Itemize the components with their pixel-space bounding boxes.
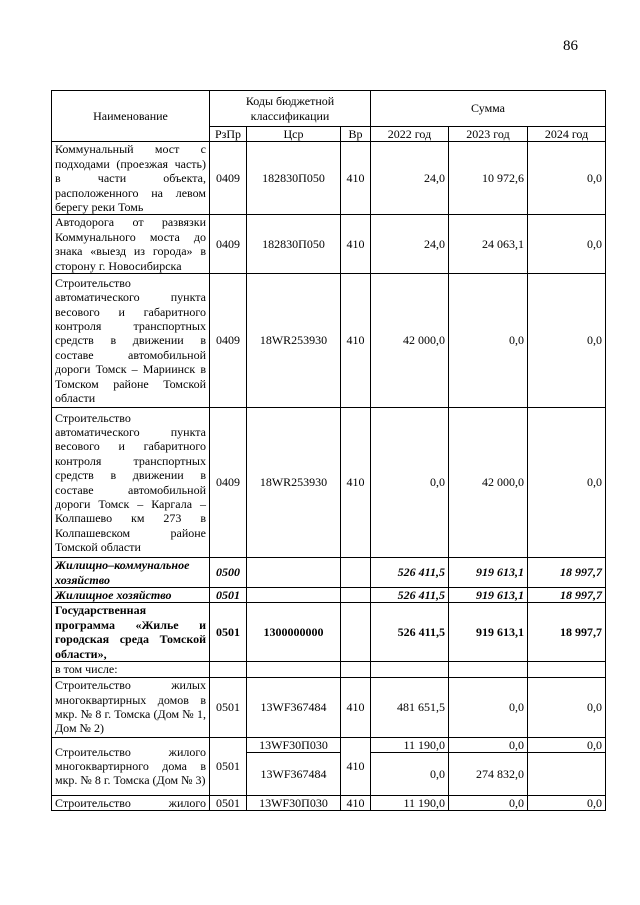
- row-2023: 0,0: [449, 795, 528, 810]
- row-2022: 481 651,5: [371, 677, 449, 737]
- row-rzpr: 0501: [210, 603, 247, 662]
- row-2022: 0,0: [371, 752, 449, 795]
- row-vr: 410: [341, 142, 371, 215]
- table-row: [52, 795, 606, 810]
- table-row: [52, 677, 606, 737]
- row-rzpr: 0409: [210, 274, 247, 408]
- row-2022: 526 411,5: [371, 588, 449, 603]
- row-vr: 410: [341, 274, 371, 408]
- row-name: Автодорога от развязки Коммунального моста до знака «выезд из города» в сторону г. Новосибирска: [52, 215, 210, 274]
- row-vr: 410: [341, 737, 371, 795]
- header-vr: Вр: [341, 127, 371, 142]
- row-csr: 13WF30П030: [247, 737, 341, 752]
- row-rzpr: 0501: [210, 795, 247, 810]
- row-rzpr: 0409: [210, 408, 247, 558]
- row-csr: 18WR253930: [247, 274, 341, 408]
- header-name: Наименование: [52, 91, 210, 142]
- row-vr: 410: [341, 677, 371, 737]
- row-2022: 24,0: [371, 142, 449, 215]
- row-2024: 18 997,7: [528, 603, 606, 662]
- row-2024: 0,0: [528, 737, 606, 752]
- row-2024: 0,0: [528, 795, 606, 810]
- row-2023: 24 063,1: [449, 215, 528, 274]
- row-vr: 410: [341, 408, 371, 558]
- row-name: Жилищно–коммунальное хозяйство: [52, 558, 210, 588]
- row-2023: 274 832,0: [449, 752, 528, 795]
- row-vr: 410: [341, 795, 371, 810]
- row-rzpr: 0409: [210, 215, 247, 274]
- row-vr: [341, 603, 371, 662]
- row-rzpr: 0409: [210, 142, 247, 215]
- row-2024: [528, 752, 606, 795]
- row-csr: 182830П050: [247, 142, 341, 215]
- header-rzpr: РзПр: [210, 127, 247, 142]
- row-2022: 526 411,5: [371, 558, 449, 588]
- row-vr: [341, 588, 371, 603]
- table-row: [52, 603, 606, 662]
- row-rzpr: 0500: [210, 558, 247, 588]
- row-name: Строительство жилого: [52, 795, 210, 810]
- row-name: Строительство жилого многоквартирного дома в мкр. № 8 г. Томска (Дом № 3): [52, 737, 210, 795]
- row-name: Строительство автоматического пункта весового и габаритного контроля транспортных средств в движении в составе автомобильной дороги Томск – Каргала – Колпашево км 273 в Колпашевском районе Томской области: [52, 408, 210, 558]
- row-2022: 526 411,5: [371, 603, 449, 662]
- row-csr: [247, 588, 341, 603]
- row-vr: [341, 558, 371, 588]
- row-2023: 0,0: [449, 677, 528, 737]
- table-row: [52, 215, 606, 274]
- row-2023: 0,0: [449, 274, 528, 408]
- row-2024: 0,0: [528, 677, 606, 737]
- header-2024: 2024 год: [528, 127, 606, 142]
- row-rzpr: 0501: [210, 677, 247, 737]
- table-row: [52, 737, 606, 752]
- row-vr: 410: [341, 215, 371, 274]
- row-name: Строительство жилых многоквартирных домов в мкр. № 8 г. Томска (Дом № 1, Дом № 2): [52, 677, 210, 737]
- budget-table: [51, 90, 606, 811]
- row-2024: 0,0: [528, 142, 606, 215]
- header-csr: Цср: [247, 127, 341, 142]
- table-row: [52, 142, 606, 215]
- row-2023: 10 972,6: [449, 142, 528, 215]
- header-codes: Коды бюджетной классификации: [210, 91, 371, 127]
- row-2023: 919 613,1: [449, 558, 528, 588]
- row-name: в том числе:: [52, 662, 210, 677]
- header-2022: 2022 год: [371, 127, 449, 142]
- row-rzpr: 0501: [210, 588, 247, 603]
- row-2024: 0,0: [528, 274, 606, 408]
- row-csr: [247, 558, 341, 588]
- table-row: [52, 588, 606, 603]
- page-number: 86: [563, 38, 578, 54]
- row-2024: 18 997,7: [528, 588, 606, 603]
- row-2023: 919 613,1: [449, 588, 528, 603]
- row-2022: 0,0: [371, 408, 449, 558]
- row-2022: 42 000,0: [371, 274, 449, 408]
- header-2023: 2023 год: [449, 127, 528, 142]
- row-csr: 13WF30П030: [247, 795, 341, 810]
- row-2023: 0,0: [449, 737, 528, 752]
- row-2022: 11 190,0: [371, 737, 449, 752]
- row-csr: 13WF367484: [247, 677, 341, 737]
- table-row: [52, 408, 606, 558]
- row-2022: 24,0: [371, 215, 449, 274]
- header-sum: Сумма: [371, 91, 606, 127]
- row-2023: 42 000,0: [449, 408, 528, 558]
- row-name: Строительство автоматического пункта весового и габаритного контроля транспортных средств в движении в составе автомобильной дороги Томск – Мариинск в Томском районе Томской области: [52, 274, 210, 408]
- row-2024: 0,0: [528, 215, 606, 274]
- table-row: [52, 558, 606, 588]
- row-csr: 1300000000: [247, 603, 341, 662]
- row-2023: 919 613,1: [449, 603, 528, 662]
- row-csr: 18WR253930: [247, 408, 341, 558]
- row-2024: 0,0: [528, 408, 606, 558]
- row-name: Жилищное хозяйство: [52, 588, 210, 603]
- row-2024: 18 997,7: [528, 558, 606, 588]
- row-csr: 13WF367484: [247, 752, 341, 795]
- table-row: [52, 662, 606, 677]
- row-rzpr: 0501: [210, 737, 247, 795]
- row-name: Коммунальный мост с подходами (проезжая часть) в части объекта, расположенного на левом берегу реки Томь: [52, 142, 210, 215]
- table-row: [52, 274, 606, 408]
- row-2022: 11 190,0: [371, 795, 449, 810]
- row-name: Государственная программа «Жилье и городская среда Томской области»,: [52, 603, 210, 662]
- row-csr: 182830П050: [247, 215, 341, 274]
